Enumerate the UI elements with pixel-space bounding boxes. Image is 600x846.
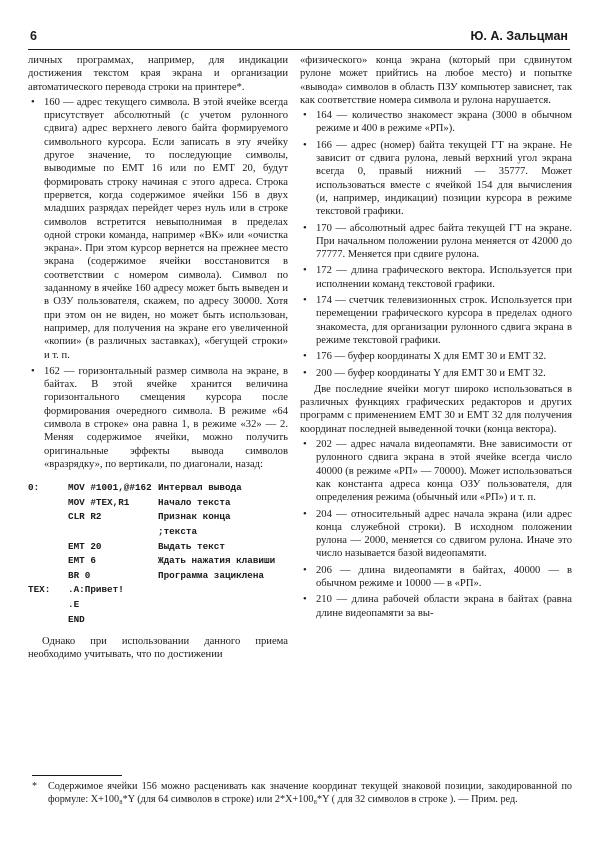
footnote-text: Содержимое ячейки 156 можно расценивать как значение координат текущей знаковой позиции, закодированной по формуле: X+100₈*Y (для 64 символов в строке) или 2*X+100₈*Y ( для 32 символов в строке ). — Прим. ред. <box>48 781 572 805</box>
code-line <box>28 510 288 525</box>
code-label: TEX: <box>28 584 51 596</box>
list-item <box>300 508 572 561</box>
code-comment: Интервал вывода <box>158 482 242 494</box>
list-item-160 <box>28 96 288 362</box>
right-middle-paragraph: Две последние ячейки могут широко использоваться в различных функциях графических редакторов и других программ с применением EMT 30 и EMT 32 для получения координат последней выведенной точки (конца вектора). <box>300 383 572 435</box>
left-column <box>28 54 288 664</box>
list-item-text: 166 — адрес (номер) байта текущей ГТ на экране. Не зависит от сдвига рулона, левый верхний угол экрана всегда 0, правый нижний — 35777. Может использоваться вместе с ячейкой 154 для вычисления (и, например, индикации) позиции курсора в режиме текстовой графики. <box>316 139 572 218</box>
code-instruction <box>68 525 158 540</box>
list-item-text: 174 — счетчик телевизионных строк. Используется при перемещении графического курсора в пределах одного знакоместа, для организации рулонного сдвига экрана в режиме текстовой графики. <box>316 295 572 346</box>
list-item-text: 210 — длина рабочей области экрана в байтах (равна длине видеопамяти за вы- <box>316 594 572 619</box>
list-item <box>300 564 572 591</box>
code-comment: Программа зациклена <box>158 569 265 581</box>
register-list-b <box>300 438 572 620</box>
bullet-icon: • <box>303 594 307 606</box>
right-column <box>300 54 572 623</box>
list-item <box>300 593 572 620</box>
list-item-162 <box>28 365 288 471</box>
code-instruction: MOV #TEX,R1 <box>68 496 130 508</box>
code-instruction: EMT 6 <box>68 555 96 567</box>
footnote-rule <box>32 775 122 776</box>
code-line <box>28 525 288 540</box>
code-listing <box>28 481 288 627</box>
code-instruction: CLR R2 <box>68 511 102 523</box>
code-label <box>28 540 68 555</box>
code-comment <box>158 583 288 598</box>
list-item <box>300 367 572 380</box>
list-item <box>300 294 572 347</box>
code-line <box>28 481 288 496</box>
list-item <box>300 139 572 219</box>
code-instruction: MOV #1001,@#162 <box>68 482 152 494</box>
list-item-text: 160 — адрес текущего символа. В этой ячейке всегда присутствует абсолютный (с учетом рулонного сдвига) адрес верхнего левого байта формируемого символьного курсора. Если записать в эту ячейку другое значение, то последующие символы, выводимые по EMT 16 или по EMT 20, будут формировать строку начиная с этого адреса. Строка прервется, когда содержимое ячейки 156 в двух младших разрядах перейдет через нуль или в строке символов встретится невыполнимая в пределах одной строки команда, например «ВК» или «очистка экрана». При этом курсор вернется на прежнее место экрана (содержимое ячейки восстановится в соответствии с номером символа). Символ по заданному в ячейке 160 адресу может быть выведен и в ОЗУ пользователя, скажем, по адресу 30000. Хотя при этом он не виден, но может быть использован, например, для получения на экране его увеличенной «копии» (в различных заставках), «бегущей строки» и т. п. <box>44 96 288 361</box>
footnote-marker: * <box>32 781 38 792</box>
code-instruction: .A:Привет! <box>68 584 124 596</box>
bullet-icon: • <box>303 508 307 520</box>
bullet-icon: • <box>303 351 307 363</box>
code-label <box>28 554 68 569</box>
code-comment: Начало текста <box>158 496 231 508</box>
bullet-icon: • <box>303 110 307 122</box>
code-line <box>28 598 288 613</box>
list-item-text: 206 — длина видеопамяти в байтах, 40000 — в обычном режиме и 10000 — в «РП». <box>316 564 572 589</box>
right-intro-paragraph: «физического» конца экрана (который при сдвинутом рулоне может прийтись на любое место) и попытке «вывода» символов в область ПЗУ компьютер зависнет, так как соответствие номера символа и рулона нарушается. <box>300 55 572 106</box>
code-label <box>28 598 68 613</box>
list-item <box>300 264 572 291</box>
code-line <box>28 569 288 584</box>
list-item <box>300 350 572 363</box>
bullet-icon: • <box>31 365 35 377</box>
code-line <box>28 583 288 598</box>
register-list-a <box>300 109 572 380</box>
list-item-text: 172 — длина графического вектора. Используется при исполнении команд текстовой графики. <box>316 265 572 290</box>
running-head-author: Ю. А. Зальцман <box>470 29 568 43</box>
code-comment <box>158 613 288 628</box>
code-label <box>28 569 68 584</box>
bullet-icon: • <box>303 295 307 307</box>
list-item-text: 200 — буфер координаты Y для EMT 30 и EMT 32. <box>316 367 546 379</box>
code-instruction: END <box>68 613 85 625</box>
code-label <box>28 496 68 511</box>
code-label <box>28 510 68 525</box>
list-item <box>300 222 572 262</box>
code-instruction: .E <box>68 598 80 610</box>
code-line <box>28 554 288 569</box>
code-label <box>28 525 68 540</box>
list-item-text: 202 — адрес начала видеопамяти. Вне зависимости от рулонного сдвига экрана в этой ячейке всегда число 40000 (в режиме «РП» — 70000). Может использоваться как константа адреса конца ОЗУ пользователя, для определения режима (обычный или «РП») и т. п. <box>316 439 572 504</box>
list-item <box>300 438 572 504</box>
code-line <box>28 540 288 555</box>
code-comment: Выдать текст <box>158 540 225 552</box>
code-comment: Признак конца <box>158 511 231 523</box>
bullet-icon: • <box>303 564 307 576</box>
code-label <box>28 613 68 628</box>
running-header <box>28 27 570 50</box>
list-item-text: 176 — буфер координаты X для EMT 30 и EMT 32. <box>316 351 547 363</box>
bullet-icon: • <box>303 439 307 451</box>
list-item-text: 204 — относительный адрес начала экрана (или адрес конца служебной строки). В исходном положении рулона — 2000, меняется со сдвигом рулона. Иначе это число называется базой видеопамяти. <box>316 508 572 560</box>
list-item <box>300 109 572 136</box>
code-line <box>28 496 288 511</box>
code-line <box>28 613 288 628</box>
list-item-text: 170 — абсолютный адрес байта текущей ГТ на экране. При начальном положении рулона меняется от 42000 до 77777. Меняется при сдвиге рулона. <box>316 222 572 261</box>
left-intro-paragraph: личных программах, например, для индикации достижения текстом края экрана и организации автоматического перевода строки на принтере*. <box>28 55 288 93</box>
list-item-text: 164 — количество знакомест экрана (3000 в обычном режиме и 400 в режиме «РП»). <box>316 110 572 135</box>
code-instruction: BR 0 <box>68 569 91 581</box>
page-number: 6 <box>30 29 37 43</box>
bullet-icon: • <box>303 222 307 234</box>
code-comment <box>158 598 288 613</box>
bullet-icon: • <box>303 139 307 151</box>
bullet-icon: • <box>31 96 35 108</box>
code-comment: ;текста <box>158 525 198 537</box>
bullet-icon: • <box>303 265 307 277</box>
footnote <box>32 780 572 806</box>
code-comment: Ждать нажатия клавиши <box>158 555 276 567</box>
left-closing-paragraph: Однако при использовании данного приема необходимо учитывать, что по достижении <box>28 636 288 661</box>
code-instruction: EMT 20 <box>68 540 102 552</box>
list-item-text: 162 — горизонтальный размер символа на экране, в байтах. В этой ячейке хранится величина горизонтального смещения курсора после формирования очередного символа. В режиме «64 символа в строке» она равна 1, в режиме «32» — 2. Меняя содержимое ячейки, можно получить оригинальные эффекты вывода символов «вразрядку», по вертикали, по диагонали, назад: <box>44 365 288 470</box>
bullet-icon: • <box>303 367 307 379</box>
code-label: 0: <box>28 482 40 494</box>
